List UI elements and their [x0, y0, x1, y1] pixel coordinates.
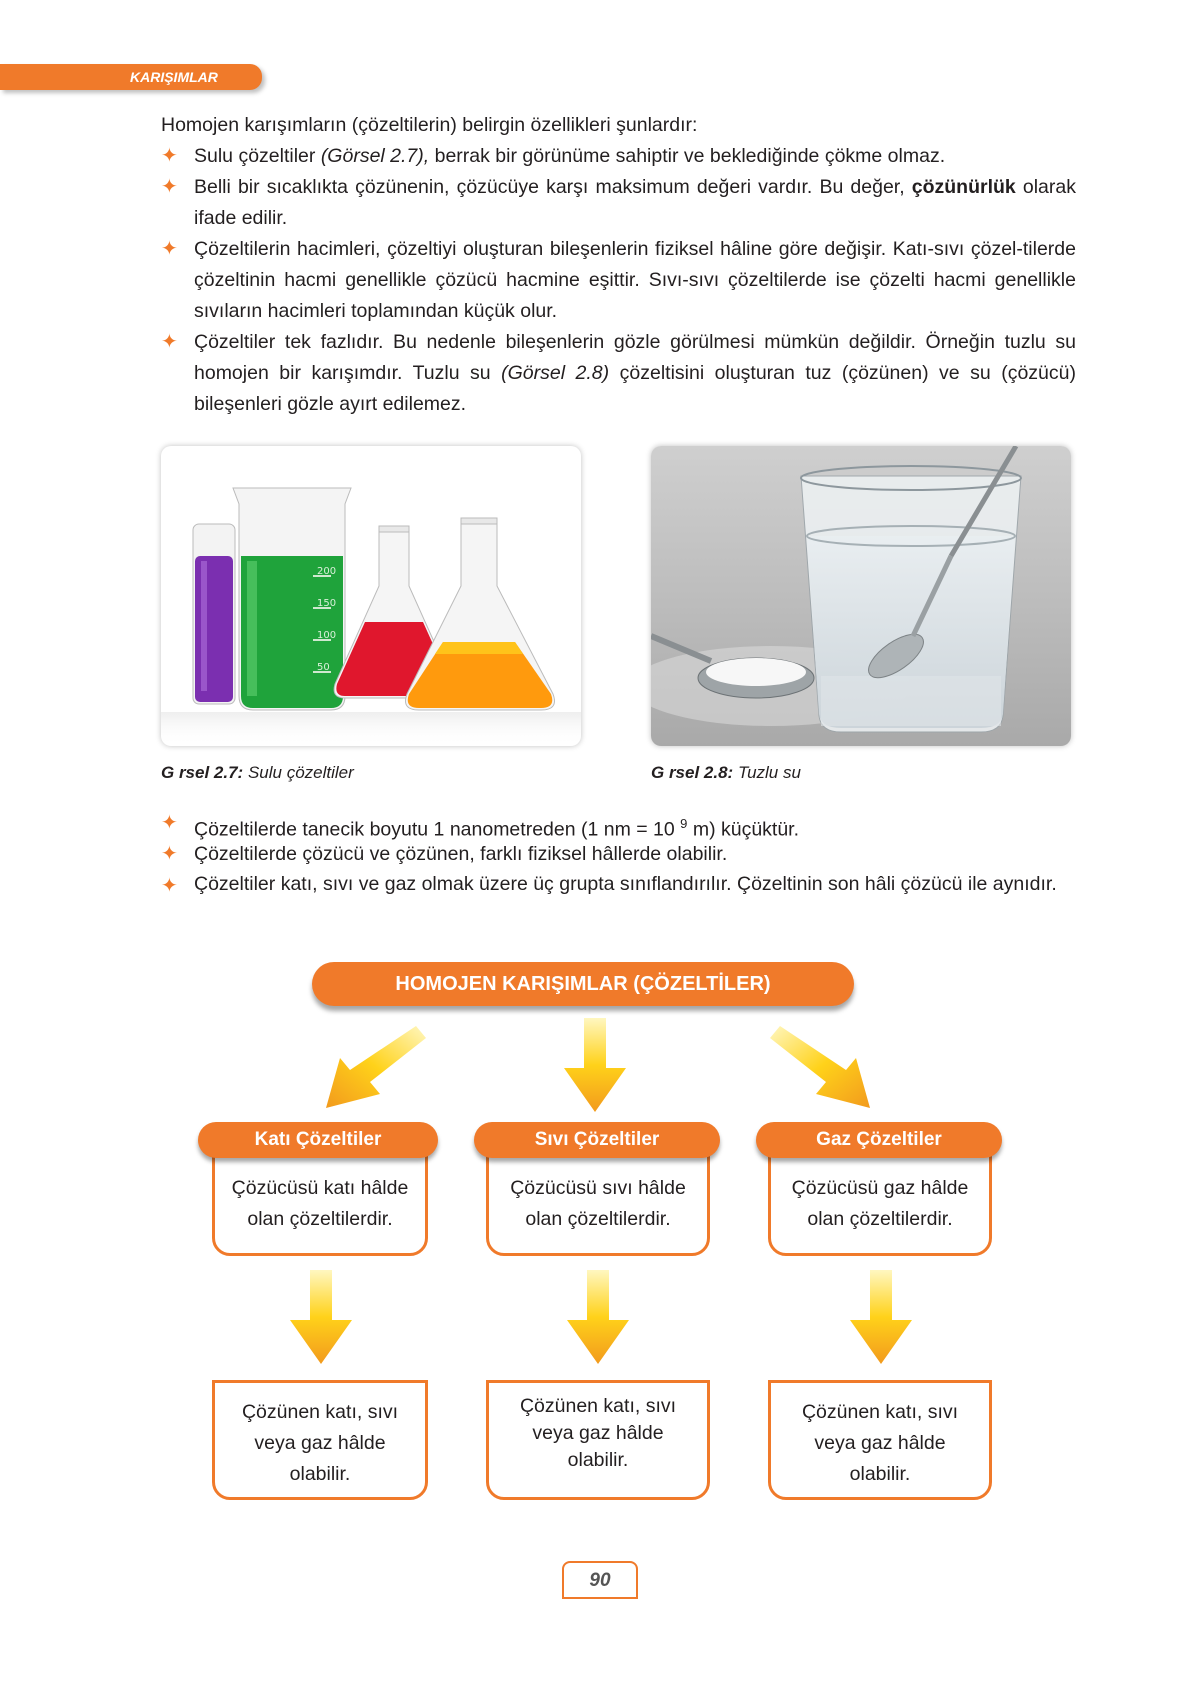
bullet-item-7: Çözeltiler katı, sıvı ve gaz olmak üzere üç grupta sınıflandırılır. Çözeltinin son hâli çözücü ile aynıdır. [194, 873, 1057, 895]
green-beaker [233, 488, 351, 710]
solvent-box-gas: Çözücüsü gaz hâlde olan çözeltilerdir. [768, 1150, 992, 1256]
category-liquid-solutions: Sıvı Çözeltiler [474, 1122, 720, 1158]
orange-flask [406, 518, 555, 710]
svg-text:100: 100 [317, 630, 337, 641]
bullet-icon: ✦ [161, 176, 178, 198]
solvent-box-solid: Çözücüsü katı hâlde olan çözeltilerdir. [212, 1150, 428, 1256]
arrow-down-left-icon [318, 1020, 428, 1115]
solute-box-solid: Çözünen katı, sıvı veya gaz hâlde olabilir. [212, 1380, 428, 1500]
bullet-item-1: Sulu çözeltiler (Görsel 2.7), berrak bir görünüme sahiptir ve beklediğinde çökme olmaz. [194, 145, 946, 167]
figure-solutions-photo [161, 446, 581, 746]
section-tab-label: KARIŞIMLAR [130, 69, 218, 85]
bullet-icon: ✦ [161, 812, 178, 834]
figure-caption-2-7: G rsel 2.7: Sulu çözeltiler [161, 763, 354, 782]
bullet-icon: ✦ [161, 843, 178, 865]
solute-box-gas: Çözünen katı, sıvı veya gaz hâlde olabilir. [768, 1380, 992, 1500]
diagram-title: HOMOJEN KARIŞIMLAR (ÇÖZELTİLER) [312, 962, 854, 1006]
water-glass [801, 466, 1021, 732]
svg-text:150: 150 [317, 598, 337, 609]
bullet-item-4: Çözeltiler tek fazlıdır. Bu nedenle bileşenlerin gözle görülmesi mümkün değildir. Örneğin tuzlu su homojen bir karışımdır. Tuzlu su (Görsel 2.8) çözeltisini oluşturan tuz (çözünen) ve su (çözücü) bileşenleri gözle ayırt edilemez. [194, 331, 1076, 415]
bullet-icon: ✦ [161, 145, 178, 167]
solute-box-liquid: Çözünen katı, sıvı veya gaz hâlde olabilir. [486, 1380, 710, 1500]
bullet-item-5: Çözeltilerde tanecik boyutu 1 nanometreden (1 nm = 10 $^9$ m) küçüktür. [194, 816, 800, 841]
arrow-down-icon [563, 1268, 633, 1368]
solvent-box-liquid: Çözücüsü sıvı hâlde olan çözeltilerdir. [486, 1150, 710, 1256]
svg-text:200: 200 [317, 566, 337, 577]
bullet-icon: ✦ [161, 875, 178, 897]
intro-text: Homojen karışımların (çözeltilerin) belirgin özellikleri şunlardır: [161, 114, 698, 136]
category-gas-solutions: Gaz Çözeltiler [756, 1122, 1002, 1158]
section-tab [0, 64, 262, 90]
arrow-down-icon [560, 1016, 630, 1116]
bullet-item-3: Çözeltilerin hacimleri, çözeltiyi oluşturan bileşenlerin fiziksel hâline göre değişir. Katı-sıvı çözel-tilerde çözeltinin hacmi genellikle çözücü hacmine eşittir. Sıvı-sıvı çözeltilerde ise çözelti hacmi genellikle sıvıların hacimleri toplamından küçük olur. [194, 238, 1076, 322]
figure-salt-water-photo [651, 446, 1071, 746]
svg-text:50: 50 [317, 662, 330, 673]
bullet-icon: ✦ [161, 238, 178, 260]
page-number: 90 [562, 1561, 638, 1599]
bullet-item-2: Belli bir sıcaklıkta çözünenin, çözücüye karşı maksimum değeri vardır. Bu değer, çözünürlük olarak ifade edilir. [194, 176, 1076, 229]
bullet-item-6: Çözeltilerde çözücü ve çözünen, farklı fiziksel hâllerde olabilir. [194, 843, 728, 865]
arrow-down-right-icon [768, 1020, 878, 1115]
purple-test-tube [193, 524, 235, 704]
category-solid-solutions: Katı Çözeltiler [198, 1122, 438, 1158]
arrow-down-icon [846, 1268, 916, 1368]
bullet-icon: ✦ [161, 331, 178, 353]
arrow-down-icon [286, 1268, 356, 1368]
figure-caption-2-8: G rsel 2.8: Tuzlu su [651, 763, 801, 782]
